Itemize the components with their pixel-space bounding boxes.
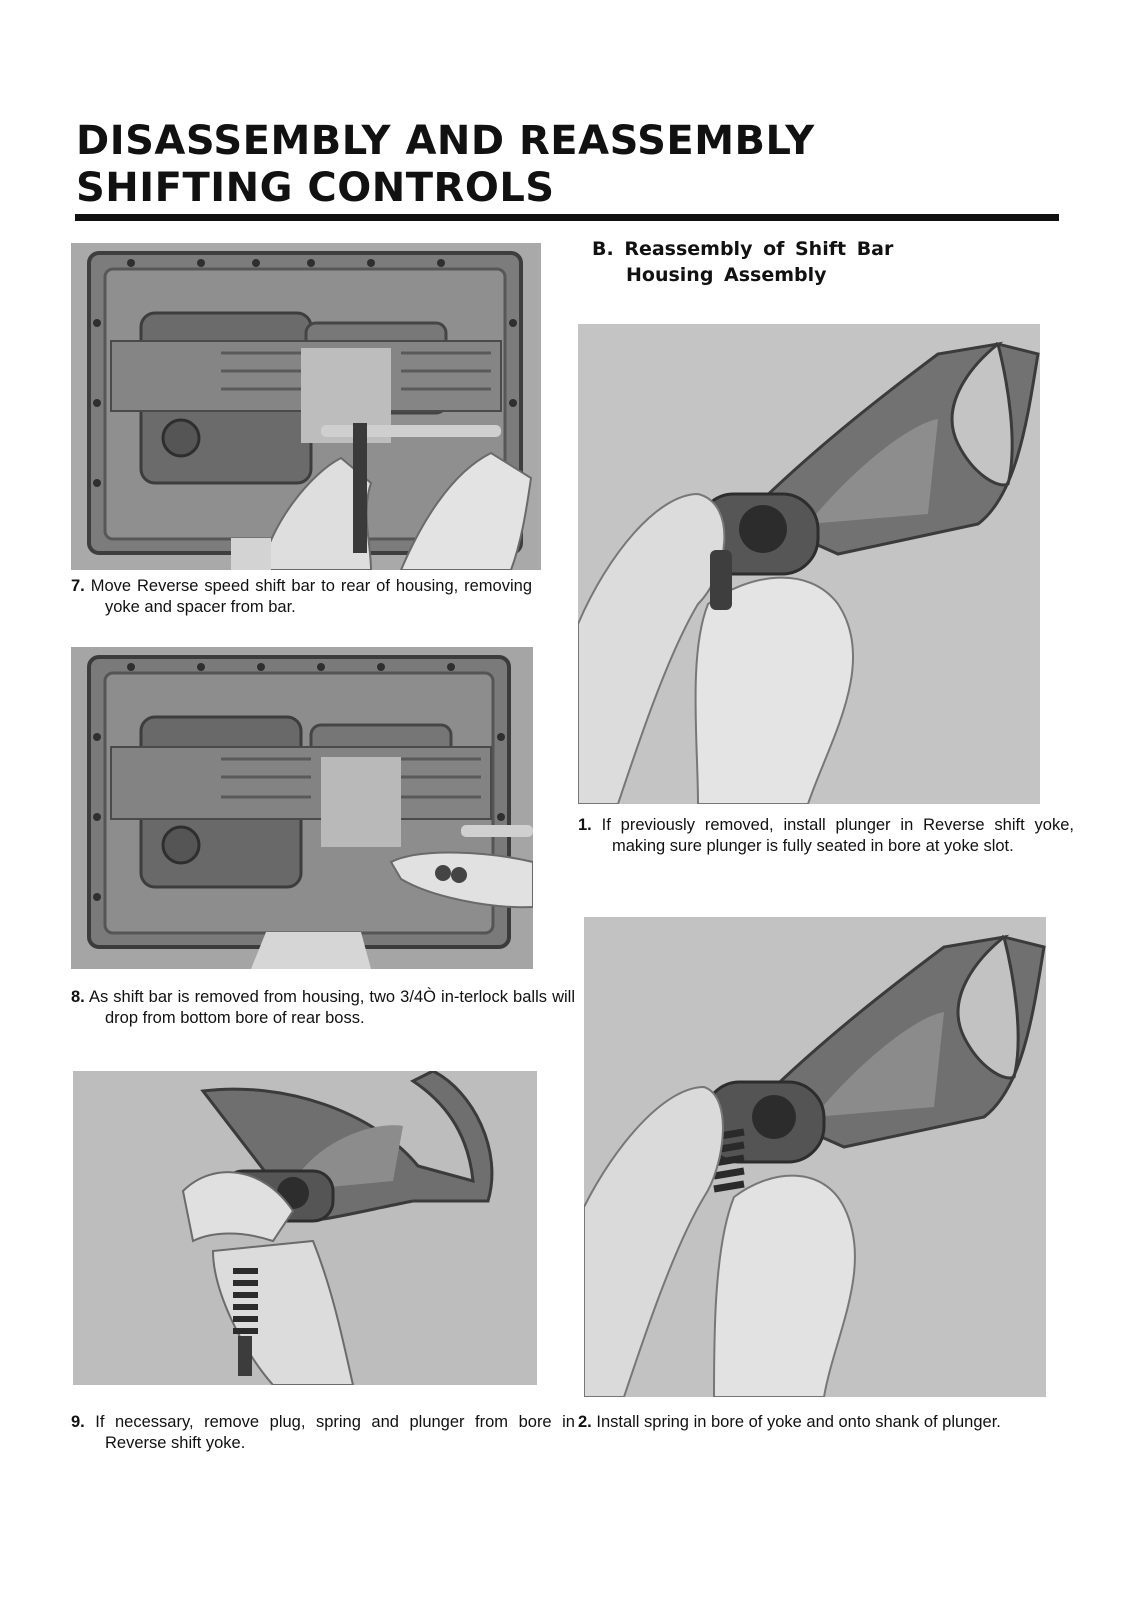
step-8-text: As shift bar is removed from housing, two 3/4Ò in-terlock balls will drop from bottom bore of rear boss. — [88, 988, 575, 1027]
yoke-install-spring-photo — [584, 917, 1046, 1397]
step-2-text: Install spring in bore of yoke and onto shank of plunger. — [596, 1413, 1001, 1431]
caption-step-8 — [71, 987, 575, 1029]
step-9-text: If necessary, remove plug, spring and plunger from bore in Reverse shift yoke. — [95, 1413, 575, 1452]
yoke-install-plunger-photo — [578, 324, 1040, 804]
step-2-number: 2. — [578, 1413, 592, 1431]
page-title — [76, 118, 815, 212]
section-heading-line-1: B. Reassembly of Shift Bar — [592, 238, 894, 260]
step-1-text: If previously removed, install plunger in Reverse shift yoke, making sure plunger is fully seated in bore at yoke slot. — [601, 816, 1074, 855]
housing-removing-yoke-photo — [71, 243, 541, 570]
step-7-text: Move Reverse speed shift bar to rear of housing, removing yoke and spacer from bar. — [90, 577, 533, 616]
section-heading-line-2: Housing Assembly — [626, 264, 827, 286]
title-rule — [75, 214, 1059, 221]
caption-step-2 — [578, 1412, 1074, 1433]
caption-step-7 — [71, 576, 532, 618]
section-heading — [592, 236, 893, 288]
caption-step-9 — [71, 1412, 575, 1454]
title-line-1: DISASSEMBLY AND REASSEMBLY — [76, 118, 815, 164]
yoke-plug-spring-photo — [73, 1071, 537, 1385]
housing-interlock-balls-photo — [71, 647, 533, 969]
step-9-number: 9. — [71, 1413, 85, 1431]
title-line-2: SHIFTING CONTROLS — [76, 165, 555, 211]
step-7-number: 7. — [71, 577, 85, 595]
step-1-number: 1. — [578, 816, 592, 834]
step-8-number: 8. — [71, 988, 85, 1006]
caption-step-1 — [578, 815, 1074, 857]
